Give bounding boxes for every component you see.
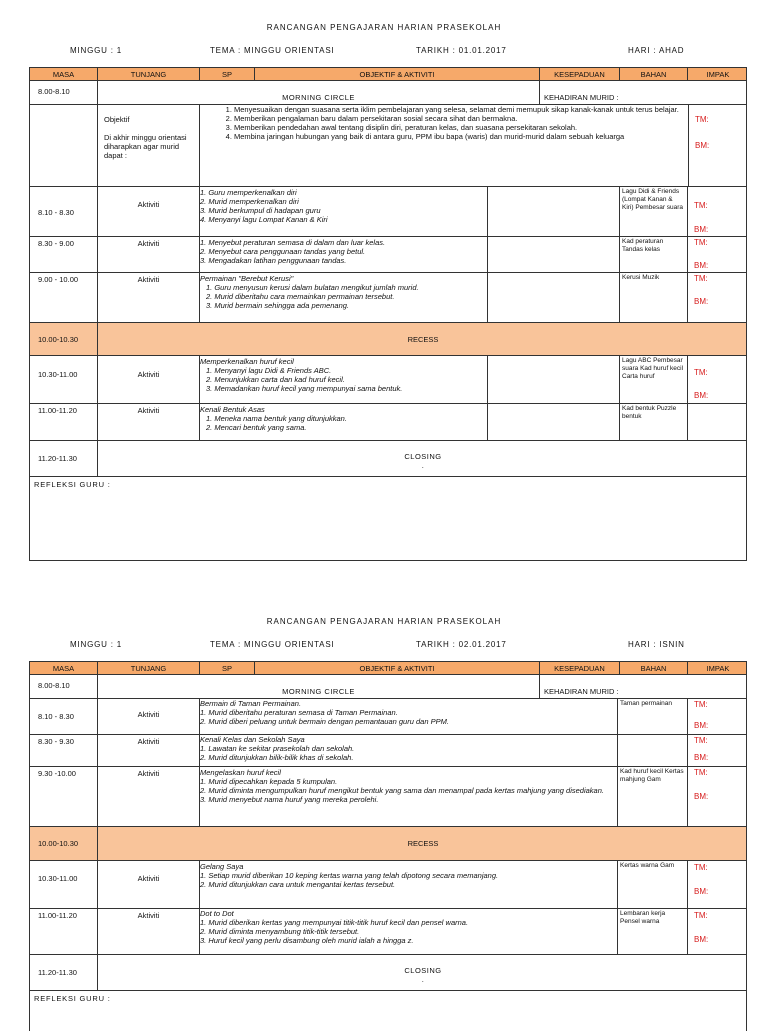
bahan-text: Kad peraturan Tandas kelas: [622, 238, 664, 253]
time-cell: [30, 323, 98, 355]
objektif-row: [29, 105, 747, 187]
morning-circle-text: MORNING CIRCLE: [282, 93, 355, 102]
activity-title: Mengelaskan huruf kecil: [200, 768, 281, 777]
header-sp: SP: [200, 68, 255, 80]
closing-text: CLOSING: [404, 452, 442, 461]
tunjang-text: Aktiviti: [137, 710, 160, 719]
time-cell: [30, 273, 98, 322]
kehadiran-text: KEHADIRAN MURID :: [544, 93, 619, 102]
bahan-cell: [620, 237, 688, 272]
activity-cell: [200, 404, 488, 440]
time-cell: [30, 735, 98, 766]
activity-line: 1. Meneka nama bentuk yang ditunjukkan.: [206, 414, 347, 423]
time-text: 8.00-8.10: [38, 681, 70, 690]
closing-row: [29, 441, 747, 477]
activity-line: 2. Murid diminta mengumpulkan huruf mengikut bentuk yang sama dan menampal pada kertas mahjung yang disediakan.: [200, 786, 604, 795]
session-row: [29, 909, 747, 955]
time-text: 8.10 - 8.30: [38, 208, 74, 217]
session-row: [29, 861, 747, 909]
recess-row: [29, 827, 747, 861]
bahan-cell: [620, 356, 688, 403]
recess-cell: [98, 323, 748, 355]
bahan-cell: [618, 909, 688, 954]
recess-text: RECESS: [407, 839, 439, 848]
activity-title: Bermain di Taman Permainan.: [200, 699, 302, 708]
tm-label: TM:: [694, 238, 708, 247]
time-cell: [30, 675, 98, 698]
impak-cell: [688, 735, 748, 766]
impak-cell: [688, 404, 748, 440]
activity-line: 3. Huruf kecil yang perlu disambung oleh murid ialah a hingga z.: [200, 936, 414, 945]
header-tunjang: TUNJANG: [98, 662, 200, 674]
tunjang-text: Aktiviti: [137, 275, 160, 284]
tunjang-text: Aktiviti: [137, 239, 160, 248]
activity-cell: [200, 187, 488, 236]
activity-line: 2. Menunjukkan carta dan kad huruf kecil.: [206, 375, 345, 384]
bahan-cell: [618, 699, 688, 734]
tm-label: TM:: [694, 368, 708, 377]
activity-cell: [200, 699, 618, 734]
tm-label: TM:: [694, 911, 708, 920]
header-masa: MASA: [30, 68, 98, 80]
tunjang-cell: [98, 699, 200, 734]
bahan-cell: [618, 767, 688, 826]
time-text: 9.30 -10.00: [38, 769, 76, 778]
morning-circle-row: [29, 81, 747, 105]
bm-label: BM:: [694, 753, 709, 762]
activity-line: 3. Murid bermain sehingga ada pemenang.: [206, 301, 350, 310]
tm-label: TM:: [694, 863, 708, 872]
recess-cell: [98, 827, 748, 860]
tema-label: TEMA : MINGGU ORIENTASI: [210, 640, 335, 649]
activity-line: 1. Guru memperkenalkan diri: [200, 188, 297, 197]
header-sp: SP: [200, 662, 255, 674]
time-cell: [30, 81, 98, 104]
time-cell: [30, 699, 98, 734]
header-kesepaduan: KESEPADUAN: [540, 68, 620, 80]
time-cell: [30, 955, 98, 990]
time-cell: [30, 767, 98, 826]
session-row: [29, 767, 747, 827]
list-item: 4. Membina jaringan hubungan yang baik di antara guru, PPM ibu bapa (waris) dan murid-murid dalam sebuah keluarga: [234, 132, 684, 141]
time-text: 9.00 - 10.00: [38, 275, 79, 284]
header-kesepaduan: KESEPADUAN: [540, 662, 620, 674]
tunjang-cell: [98, 237, 200, 272]
activity-line: 2. Murid diminta menyambung titik-titik tersebut.: [200, 927, 360, 936]
kesepaduan-cell: [488, 187, 620, 236]
header-objektif: OBJEKTIF & AKTIVITI: [255, 662, 540, 674]
page-title: RANCANGAN PENGAJARAN HARIAN PRASEKOLAH: [266, 23, 502, 32]
tm-label: TM:: [694, 768, 708, 777]
objektif-list: [210, 105, 684, 141]
table-header-row: [29, 67, 747, 81]
activity-line: 3. Mengadakan latihan penggunaan tandas.: [200, 256, 347, 265]
activity-line: 2. Murid diberi peluang untuk bermain dengan pemantauan guru dan PPM.: [200, 717, 449, 726]
kesepaduan-cell: [488, 273, 620, 322]
header-bahan: BAHAN: [620, 68, 688, 80]
tm-label: TM:: [695, 115, 709, 124]
time-text: 8.30 - 9.00: [38, 239, 74, 248]
activity-cell: [200, 861, 618, 908]
refleksi-row: [29, 477, 747, 561]
objektif-label: Objektif: [104, 115, 130, 124]
session-row: [29, 273, 747, 323]
closing-cell: [98, 955, 748, 990]
bahan-text: Lagu Didi & Friends (Lompat Kanan & Kiri) Pembesar suara: [622, 188, 684, 211]
tunjang-cell: [98, 273, 200, 322]
table-header-row: [29, 661, 747, 675]
list-item: 2. Memberikan pengalaman baru dalam persekitaran sosial secara sihat dan bermakna.: [234, 114, 684, 123]
tunjang-text: Aktiviti: [137, 370, 160, 379]
objektif-list-cell: [200, 105, 688, 186]
activity-title: Permainan "Berebut Kerusi": [200, 274, 294, 283]
tunjang-text: Aktiviti: [137, 200, 160, 209]
tarikh-label: TARIKH : 01.01.2017: [416, 46, 507, 55]
session-row: [29, 735, 747, 767]
bm-label: BM:: [695, 141, 710, 150]
time-text: 11.00-11.20: [38, 406, 77, 415]
morning-circle-row: [29, 675, 747, 699]
closing-cell: [98, 441, 748, 476]
bahan-text: Lagu ABC Pembesar suara Kad huruf kecil Carta huruf: [622, 357, 684, 380]
tm-label: TM:: [694, 201, 708, 210]
objektif-intro: Di akhir minggu orientasi diharapkan agar murid dapat :: [104, 133, 187, 160]
morning-circle-cell: [98, 675, 540, 698]
impak-cell: [688, 273, 748, 322]
activity-title: Gelang Saya: [200, 862, 244, 871]
session-row: [29, 237, 747, 273]
kehadiran-text: KEHADIRAN MURID :: [544, 687, 619, 696]
morning-circle-text: MORNING CIRCLE: [282, 687, 355, 696]
recess-row: [29, 323, 747, 356]
activity-line: 2. Murid ditunjukkan cara untuk mengantai kertas tersebut.: [200, 880, 396, 889]
bahan-cell: [618, 861, 688, 908]
impak-cell: [688, 767, 748, 826]
tunjang-text: Aktiviti: [137, 769, 160, 778]
tunjang-cell: [98, 767, 200, 826]
minggu-label: MINGGU : 1: [70, 46, 123, 55]
bm-label: BM:: [694, 391, 709, 400]
header-bahan: BAHAN: [620, 662, 688, 674]
activity-line: 2. Murid memperkenalkan diri: [200, 197, 299, 206]
minggu-label: MINGGU : 1: [70, 640, 123, 649]
page-title: RANCANGAN PENGAJARAN HARIAN PRASEKOLAH: [266, 617, 502, 626]
header-impak: IMPAK: [706, 70, 730, 79]
time-cell: [30, 441, 98, 476]
activity-line: 3. Memadankan huruf kecil yang mempunyai sama bentuk.: [206, 384, 403, 393]
time-text: 10.30-11.00: [38, 874, 78, 883]
kehadiran-cell: [540, 675, 748, 698]
recess-text: RECESS: [407, 335, 439, 344]
bm-label: BM:: [694, 935, 709, 944]
bahan-cell: [618, 735, 688, 766]
activity-cell: [200, 767, 618, 826]
session-row: [29, 699, 747, 735]
time-text: 8.10 - 8.30: [38, 712, 74, 721]
refleksi-label: REFLEKSI GURU :: [34, 480, 111, 489]
activity-line: 1. Setiap murid diberikan 10 keping kertas warna yang telah dipotong secara memanjang.: [200, 871, 499, 880]
header-impak: IMPAK: [706, 664, 730, 673]
time-cell: [30, 861, 98, 908]
refleksi-row: [29, 991, 747, 1031]
time-cell: [30, 909, 98, 954]
closing-row: [29, 955, 747, 991]
refleksi-label: REFLEKSI GURU :: [34, 994, 111, 1003]
tunjang-cell: [98, 356, 200, 403]
impak-cell: [688, 105, 748, 186]
activity-cell: [200, 356, 488, 403]
bm-label: BM:: [694, 792, 709, 801]
hari-label: HARI : AHAD: [628, 46, 685, 55]
activity-line: 4. Menyanyi lagu Lompat Kanan & Kiri: [200, 215, 328, 224]
activity-title: Kenali Bentuk Asas: [200, 405, 265, 414]
header-objektif: OBJEKTIF & AKTIVITI: [255, 68, 540, 80]
closing-dot: .: [421, 975, 425, 984]
tunjang-cell: [98, 404, 200, 440]
time-text: 11.20-11.30: [38, 968, 77, 977]
activity-title: Memperkenalkan huruf kecil: [200, 357, 294, 366]
activity-cell: [200, 273, 488, 322]
activity-line: 1. Menyebut peraturan semasa di dalam dan luar kelas.: [200, 238, 386, 247]
bahan-text: Kad bentuk Puzzle bentuk: [622, 405, 677, 420]
header-masa: MASA: [30, 662, 98, 674]
bahan-cell: [620, 273, 688, 322]
bahan-text: Taman permainan: [620, 700, 673, 707]
closing-dot: .: [421, 461, 425, 470]
activity-line: 2. Murid diberitahu cara memainkan permainan tersebut.: [206, 292, 395, 301]
impak-cell: [688, 699, 748, 734]
time-text: 8.30 - 9.30: [38, 737, 74, 746]
time-cell: [30, 105, 98, 186]
time-cell: [30, 237, 98, 272]
activity-line: 3. Murid berkumpul di hadapan guru: [200, 206, 321, 215]
kehadiran-cell: [540, 81, 748, 104]
activity-line: 3. Murid menyebut nama huruf yang mereka perolehi.: [200, 795, 379, 804]
activity-line: 2. Mencari bentuk yang sama.: [206, 423, 307, 432]
tunjang-cell: [98, 909, 200, 954]
bm-label: BM:: [694, 297, 709, 306]
time-cell: [30, 356, 98, 403]
activity-line: 2. Menyebut cara penggunaan tandas yang betul.: [200, 247, 366, 256]
kesepaduan-cell: [488, 404, 620, 440]
bahan-text: Kertas warna Gam: [620, 862, 675, 869]
activity-cell: [200, 909, 618, 954]
time-cell: [30, 187, 98, 236]
tunjang-cell: [98, 861, 200, 908]
closing-text: CLOSING: [404, 966, 442, 975]
time-text: 10.30-11.00: [38, 370, 78, 379]
activity-line: 1. Murid dipecahkan kepada 5 kumpulan.: [200, 777, 338, 786]
tema-label: TEMA : MINGGU ORIENTASI: [210, 46, 335, 55]
tunjang-text: Aktiviti: [137, 874, 160, 883]
activity-cell: [200, 735, 618, 766]
kesepaduan-cell: [488, 237, 620, 272]
time-text: 11.20-11.30: [38, 454, 77, 463]
bm-label: BM:: [694, 261, 709, 270]
tm-label: TM:: [694, 736, 708, 745]
impak-cell: [688, 909, 748, 954]
bm-label: BM:: [694, 887, 709, 896]
tm-label: TM:: [694, 700, 708, 709]
tunjang-cell: [98, 187, 200, 236]
tarikh-label: TARIKH : 02.01.2017: [416, 640, 507, 649]
bahan-text: Kad huruf kecil Kertas mahjung Gam: [620, 768, 684, 783]
time-text: 8.00-8.10: [38, 87, 70, 96]
hari-label: HARI : ISNIN: [628, 640, 685, 649]
tunjang-cell: [98, 735, 200, 766]
activity-line: 1. Murid diberitahu peraturan semasa di Taman Permainan.: [200, 708, 398, 717]
bm-label: BM:: [694, 225, 709, 234]
bahan-text: Kerusi Muzik: [622, 274, 660, 281]
tunjang-text: Aktiviti: [137, 406, 160, 415]
impak-cell: [688, 237, 748, 272]
bahan-cell: [620, 187, 688, 236]
activity-line: 1. Lawatan ke sekitar prasekolah dan sekolah.: [200, 744, 355, 753]
kesepaduan-cell: [488, 356, 620, 403]
impak-cell: [688, 187, 748, 236]
time-text: 10.00-10.30: [38, 335, 79, 344]
session-row: [29, 404, 747, 441]
tm-label: TM:: [694, 274, 708, 283]
header-tunjang: TUNJANG: [98, 68, 200, 80]
bahan-text: Lembaran kerja Pensel warna: [620, 910, 666, 925]
list-item: 3. Memberikan pendedahan awal tentang disiplin diri, peraturan kelas, dan suasana persekitaran sekolah.: [234, 123, 684, 132]
impak-cell: [688, 861, 748, 908]
activity-line: 1. Murid diberikan kertas yang mempunyai titik-titik huruf kecil dan pensel warna.: [200, 918, 469, 927]
morning-circle-cell: [98, 81, 540, 104]
objektif-label-cell: [98, 105, 200, 186]
tunjang-text: Aktiviti: [137, 911, 160, 920]
session-row: [29, 187, 747, 237]
bm-label: BM:: [694, 721, 709, 730]
activity-title: Kenali Kelas dan Sekolah Saya: [200, 735, 305, 744]
time-text: 11.00-11.20: [38, 911, 77, 920]
time-cell: [30, 827, 98, 860]
tunjang-text: Aktiviti: [137, 737, 160, 746]
session-row: [29, 356, 747, 404]
impak-cell: [688, 356, 748, 403]
activity-line: 1. Guru menyusun kerusi dalam bulatan mengikut jumlah murid.: [206, 283, 419, 292]
activity-line: 1. Menyanyi lagu Didi & Friends ABC.: [206, 366, 332, 375]
list-item: 1. Menyesuaikan dengan suasana serta iklim pembelajaran yang selesa, selamat demi memupuk sikap kanak-kanak untuk terus belajar.: [234, 105, 684, 114]
time-text: 10.00-10.30: [38, 839, 79, 848]
activity-title: Dot to Dot: [200, 909, 234, 918]
bahan-cell: [620, 404, 688, 440]
activity-cell: [200, 237, 488, 272]
time-cell: [30, 404, 98, 440]
activity-line: 2. Murid ditunjukkan bilik-bilik khas di sekolah.: [200, 753, 354, 762]
